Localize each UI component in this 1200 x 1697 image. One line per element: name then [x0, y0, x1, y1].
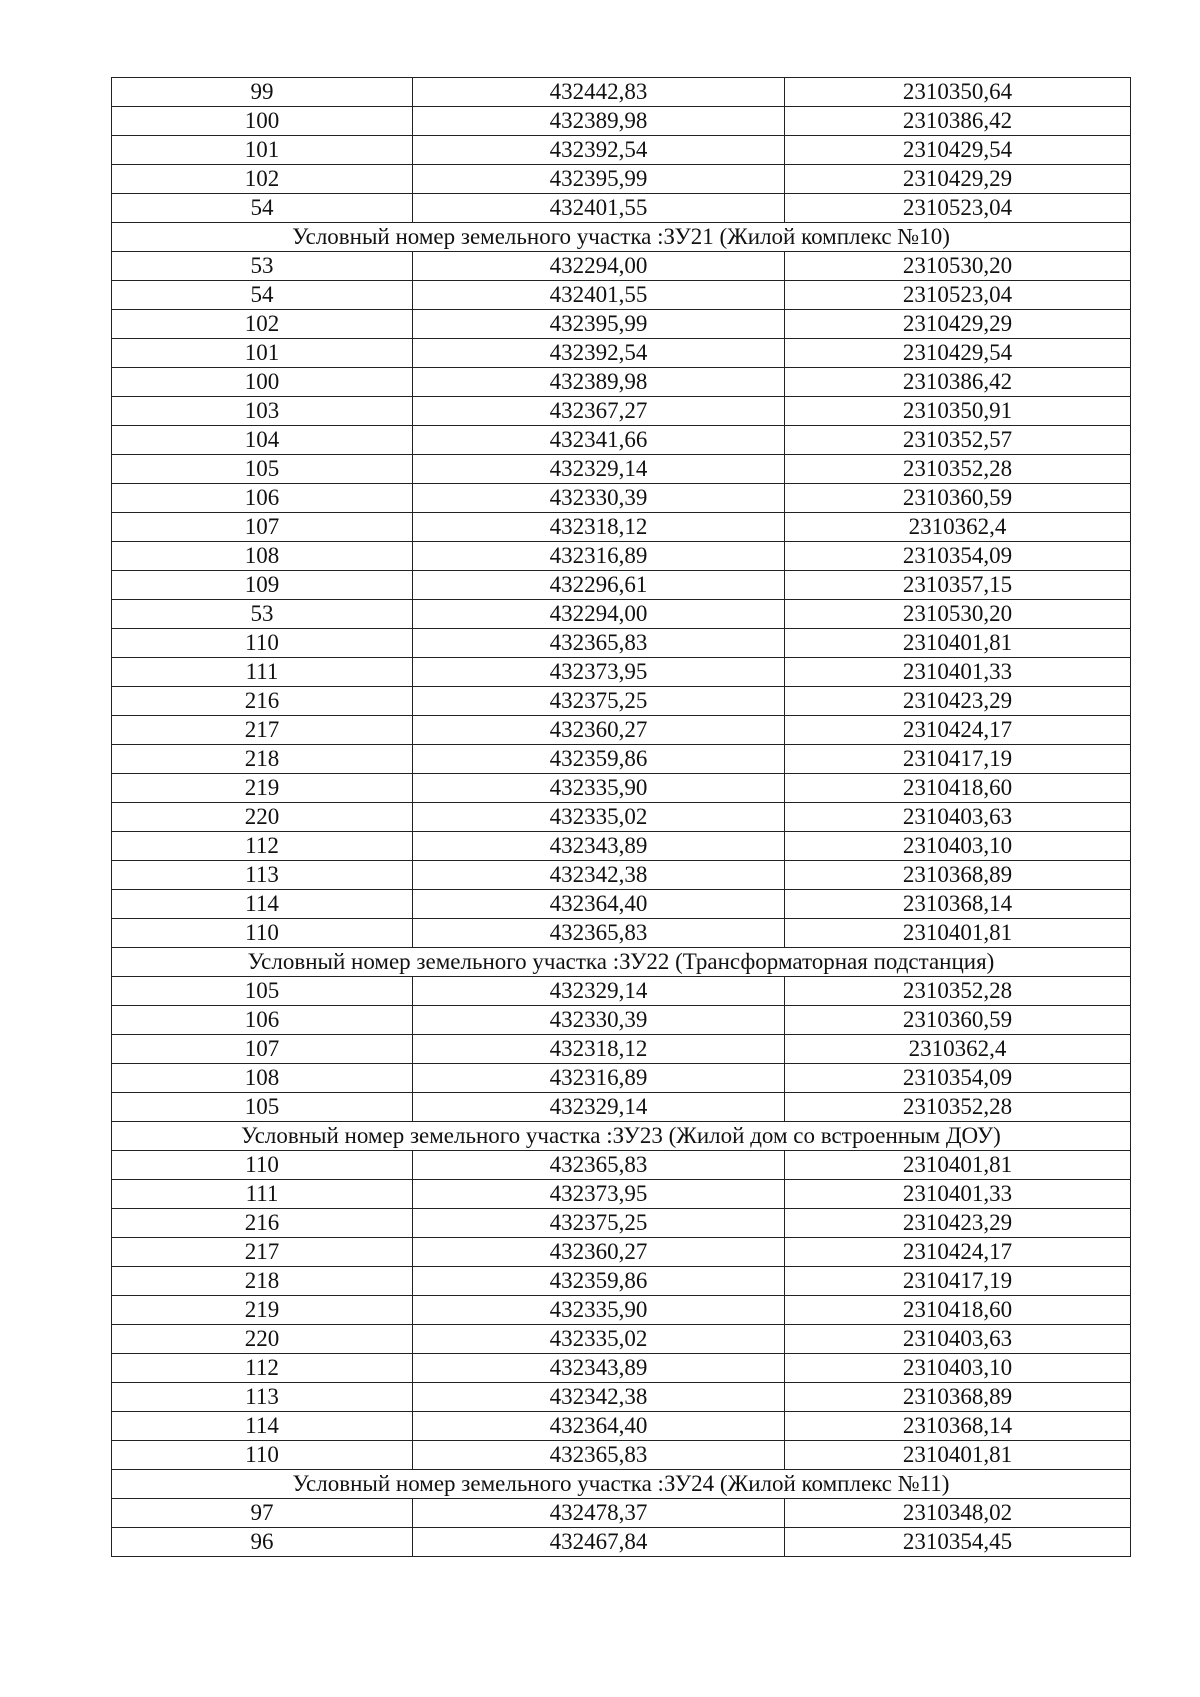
point-number-cell: 114	[112, 890, 413, 919]
section-title: Условный номер земельного участка :ЗУ23 (Жилой дом со встроенным ДОУ)	[112, 1122, 1131, 1151]
section-title: Условный номер земельного участка :ЗУ24 (Жилой комплекс №11)	[112, 1470, 1131, 1499]
point-number-cell: 112	[112, 832, 413, 861]
point-number-cell: 220	[112, 803, 413, 832]
y-coordinate-cell: 2310401,33	[785, 1180, 1131, 1209]
point-number-cell: 108	[112, 1064, 413, 1093]
x-coordinate-cell: 432294,00	[413, 600, 785, 629]
x-coordinate-cell: 432316,89	[413, 1064, 785, 1093]
x-coordinate-cell: 432330,39	[413, 484, 785, 513]
x-coordinate-cell: 432395,99	[413, 165, 785, 194]
x-coordinate-cell: 432365,83	[413, 1441, 785, 1470]
y-coordinate-cell: 2310352,28	[785, 1093, 1131, 1122]
x-coordinate-cell: 432375,25	[413, 1209, 785, 1238]
section-header-row	[112, 223, 1131, 252]
y-coordinate-cell: 2310386,42	[785, 368, 1131, 397]
point-number-cell: 217	[112, 716, 413, 745]
point-number-cell: 101	[112, 136, 413, 165]
table-row	[112, 861, 1131, 890]
x-coordinate-cell: 432329,14	[413, 977, 785, 1006]
x-coordinate-cell: 432330,39	[413, 1006, 785, 1035]
point-number-cell: 107	[112, 513, 413, 542]
point-number-cell: 110	[112, 1441, 413, 1470]
table-row	[112, 484, 1131, 513]
y-coordinate-cell: 2310368,89	[785, 1383, 1131, 1412]
x-coordinate-cell: 432365,83	[413, 1151, 785, 1180]
x-coordinate-cell: 432342,38	[413, 1383, 785, 1412]
table-row	[112, 687, 1131, 716]
point-number-cell: 217	[112, 1238, 413, 1267]
table-row	[112, 1238, 1131, 1267]
table-row	[112, 1267, 1131, 1296]
table-row	[112, 658, 1131, 687]
table-row	[112, 745, 1131, 774]
table-row	[112, 600, 1131, 629]
y-coordinate-cell: 2310368,89	[785, 861, 1131, 890]
x-coordinate-cell: 432329,14	[413, 455, 785, 484]
table-row	[112, 629, 1131, 658]
y-coordinate-cell: 2310401,81	[785, 629, 1131, 658]
table-row	[112, 1209, 1131, 1238]
y-coordinate-cell: 2310368,14	[785, 890, 1131, 919]
point-number-cell: 104	[112, 426, 413, 455]
point-number-cell: 111	[112, 658, 413, 687]
x-coordinate-cell: 432335,02	[413, 1325, 785, 1354]
x-coordinate-cell: 432389,98	[413, 368, 785, 397]
x-coordinate-cell: 432467,84	[413, 1528, 785, 1557]
point-number-cell: 105	[112, 977, 413, 1006]
y-coordinate-cell: 2310424,17	[785, 1238, 1131, 1267]
point-number-cell: 100	[112, 107, 413, 136]
y-coordinate-cell: 2310403,63	[785, 1325, 1131, 1354]
table-row	[112, 339, 1131, 368]
table-row	[112, 1441, 1131, 1470]
y-coordinate-cell: 2310362,4	[785, 1035, 1131, 1064]
y-coordinate-cell: 2310352,57	[785, 426, 1131, 455]
table-row	[112, 136, 1131, 165]
point-number-cell: 106	[112, 484, 413, 513]
y-coordinate-cell: 2310401,81	[785, 1151, 1131, 1180]
y-coordinate-cell: 2310360,59	[785, 1006, 1131, 1035]
table-row	[112, 78, 1131, 107]
table-row	[112, 1499, 1131, 1528]
section-title: Условный номер земельного участка :ЗУ21 (Жилой комплекс №10)	[112, 223, 1131, 252]
point-number-cell: 219	[112, 774, 413, 803]
x-coordinate-cell: 432360,27	[413, 1238, 785, 1267]
point-number-cell: 105	[112, 455, 413, 484]
x-coordinate-cell: 432364,40	[413, 890, 785, 919]
coordinates-table	[111, 77, 1131, 1557]
table-row	[112, 426, 1131, 455]
y-coordinate-cell: 2310357,15	[785, 571, 1131, 600]
y-coordinate-cell: 2310401,33	[785, 658, 1131, 687]
point-number-cell: 216	[112, 1209, 413, 1238]
x-coordinate-cell: 432296,61	[413, 571, 785, 600]
y-coordinate-cell: 2310424,17	[785, 716, 1131, 745]
x-coordinate-cell: 432335,90	[413, 1296, 785, 1325]
y-coordinate-cell: 2310403,10	[785, 1354, 1131, 1383]
x-coordinate-cell: 432341,66	[413, 426, 785, 455]
section-title: Условный номер земельного участка :ЗУ22 (Трансформаторная подстанция)	[112, 948, 1131, 977]
y-coordinate-cell: 2310418,60	[785, 1296, 1131, 1325]
point-number-cell: 101	[112, 339, 413, 368]
table-row	[112, 803, 1131, 832]
table-row	[112, 397, 1131, 426]
point-number-cell: 113	[112, 1383, 413, 1412]
y-coordinate-cell: 2310368,14	[785, 1412, 1131, 1441]
point-number-cell: 99	[112, 78, 413, 107]
section-header-row	[112, 1122, 1131, 1151]
x-coordinate-cell: 432359,86	[413, 1267, 785, 1296]
y-coordinate-cell: 2310354,45	[785, 1528, 1131, 1557]
table-row	[112, 1383, 1131, 1412]
table-row	[112, 194, 1131, 223]
point-number-cell: 107	[112, 1035, 413, 1064]
point-number-cell: 105	[112, 1093, 413, 1122]
table-row	[112, 774, 1131, 803]
y-coordinate-cell: 2310429,54	[785, 339, 1131, 368]
y-coordinate-cell: 2310350,91	[785, 397, 1131, 426]
y-coordinate-cell: 2310418,60	[785, 774, 1131, 803]
point-number-cell: 218	[112, 1267, 413, 1296]
table-row	[112, 1064, 1131, 1093]
y-coordinate-cell: 2310417,19	[785, 745, 1131, 774]
table-row	[112, 1296, 1131, 1325]
point-number-cell: 102	[112, 165, 413, 194]
x-coordinate-cell: 432375,25	[413, 687, 785, 716]
x-coordinate-cell: 432359,86	[413, 745, 785, 774]
table-row	[112, 455, 1131, 484]
x-coordinate-cell: 432343,89	[413, 832, 785, 861]
table-row	[112, 368, 1131, 397]
point-number-cell: 54	[112, 281, 413, 310]
table-row	[112, 281, 1131, 310]
point-number-cell: 108	[112, 542, 413, 571]
point-number-cell: 102	[112, 310, 413, 339]
table-row	[112, 107, 1131, 136]
table-row	[112, 252, 1131, 281]
x-coordinate-cell: 432318,12	[413, 513, 785, 542]
y-coordinate-cell: 2310401,81	[785, 1441, 1131, 1470]
point-number-cell: 97	[112, 1499, 413, 1528]
x-coordinate-cell: 432335,90	[413, 774, 785, 803]
table-row	[112, 1354, 1131, 1383]
table-row	[112, 890, 1131, 919]
x-coordinate-cell: 432318,12	[413, 1035, 785, 1064]
y-coordinate-cell: 2310530,20	[785, 252, 1131, 281]
x-coordinate-cell: 432373,95	[413, 1180, 785, 1209]
table-row	[112, 832, 1131, 861]
table-row	[112, 1006, 1131, 1035]
point-number-cell: 216	[112, 687, 413, 716]
section-header-row	[112, 1470, 1131, 1499]
point-number-cell: 219	[112, 1296, 413, 1325]
y-coordinate-cell: 2310417,19	[785, 1267, 1131, 1296]
y-coordinate-cell: 2310429,54	[785, 136, 1131, 165]
point-number-cell: 109	[112, 571, 413, 600]
point-number-cell: 112	[112, 1354, 413, 1383]
y-coordinate-cell: 2310403,10	[785, 832, 1131, 861]
point-number-cell: 110	[112, 629, 413, 658]
y-coordinate-cell: 2310523,04	[785, 194, 1131, 223]
table-row	[112, 165, 1131, 194]
y-coordinate-cell: 2310523,04	[785, 281, 1131, 310]
point-number-cell: 100	[112, 368, 413, 397]
y-coordinate-cell: 2310354,09	[785, 1064, 1131, 1093]
y-coordinate-cell: 2310423,29	[785, 1209, 1131, 1238]
table-row	[112, 513, 1131, 542]
table-row	[112, 977, 1131, 1006]
x-coordinate-cell: 432401,55	[413, 281, 785, 310]
x-coordinate-cell: 432365,83	[413, 919, 785, 948]
point-number-cell: 53	[112, 600, 413, 629]
point-number-cell: 218	[112, 745, 413, 774]
x-coordinate-cell: 432442,83	[413, 78, 785, 107]
table-row	[112, 1035, 1131, 1064]
y-coordinate-cell: 2310403,63	[785, 803, 1131, 832]
x-coordinate-cell: 432392,54	[413, 339, 785, 368]
x-coordinate-cell: 432364,40	[413, 1412, 785, 1441]
y-coordinate-cell: 2310429,29	[785, 165, 1131, 194]
x-coordinate-cell: 432342,38	[413, 861, 785, 890]
table-row	[112, 1412, 1131, 1441]
y-coordinate-cell: 2310352,28	[785, 455, 1131, 484]
table-row	[112, 542, 1131, 571]
x-coordinate-cell: 432389,98	[413, 107, 785, 136]
y-coordinate-cell: 2310423,29	[785, 687, 1131, 716]
x-coordinate-cell: 432294,00	[413, 252, 785, 281]
y-coordinate-cell: 2310530,20	[785, 600, 1131, 629]
point-number-cell: 111	[112, 1180, 413, 1209]
x-coordinate-cell: 432392,54	[413, 136, 785, 165]
y-coordinate-cell: 2310429,29	[785, 310, 1131, 339]
table-row	[112, 919, 1131, 948]
point-number-cell: 54	[112, 194, 413, 223]
table-row	[112, 571, 1131, 600]
y-coordinate-cell: 2310354,09	[785, 542, 1131, 571]
table-row	[112, 716, 1131, 745]
x-coordinate-cell: 432478,37	[413, 1499, 785, 1528]
coordinates-table-body	[112, 78, 1131, 1557]
point-number-cell: 220	[112, 1325, 413, 1354]
x-coordinate-cell: 432343,89	[413, 1354, 785, 1383]
table-row	[112, 1151, 1131, 1180]
table-row	[112, 1325, 1131, 1354]
y-coordinate-cell: 2310386,42	[785, 107, 1131, 136]
x-coordinate-cell: 432373,95	[413, 658, 785, 687]
y-coordinate-cell: 2310350,64	[785, 78, 1131, 107]
point-number-cell: 96	[112, 1528, 413, 1557]
y-coordinate-cell: 2310352,28	[785, 977, 1131, 1006]
point-number-cell: 113	[112, 861, 413, 890]
point-number-cell: 114	[112, 1412, 413, 1441]
y-coordinate-cell: 2310348,02	[785, 1499, 1131, 1528]
x-coordinate-cell: 432367,27	[413, 397, 785, 426]
point-number-cell: 110	[112, 919, 413, 948]
section-header-row	[112, 948, 1131, 977]
y-coordinate-cell: 2310401,81	[785, 919, 1131, 948]
x-coordinate-cell: 432335,02	[413, 803, 785, 832]
x-coordinate-cell: 432329,14	[413, 1093, 785, 1122]
x-coordinate-cell: 432316,89	[413, 542, 785, 571]
point-number-cell: 106	[112, 1006, 413, 1035]
x-coordinate-cell: 432395,99	[413, 310, 785, 339]
table-row	[112, 310, 1131, 339]
point-number-cell: 103	[112, 397, 413, 426]
y-coordinate-cell: 2310362,4	[785, 513, 1131, 542]
point-number-cell: 53	[112, 252, 413, 281]
x-coordinate-cell: 432401,55	[413, 194, 785, 223]
table-row	[112, 1180, 1131, 1209]
table-row	[112, 1093, 1131, 1122]
table-row	[112, 1528, 1131, 1557]
x-coordinate-cell: 432365,83	[413, 629, 785, 658]
point-number-cell: 110	[112, 1151, 413, 1180]
x-coordinate-cell: 432360,27	[413, 716, 785, 745]
y-coordinate-cell: 2310360,59	[785, 484, 1131, 513]
